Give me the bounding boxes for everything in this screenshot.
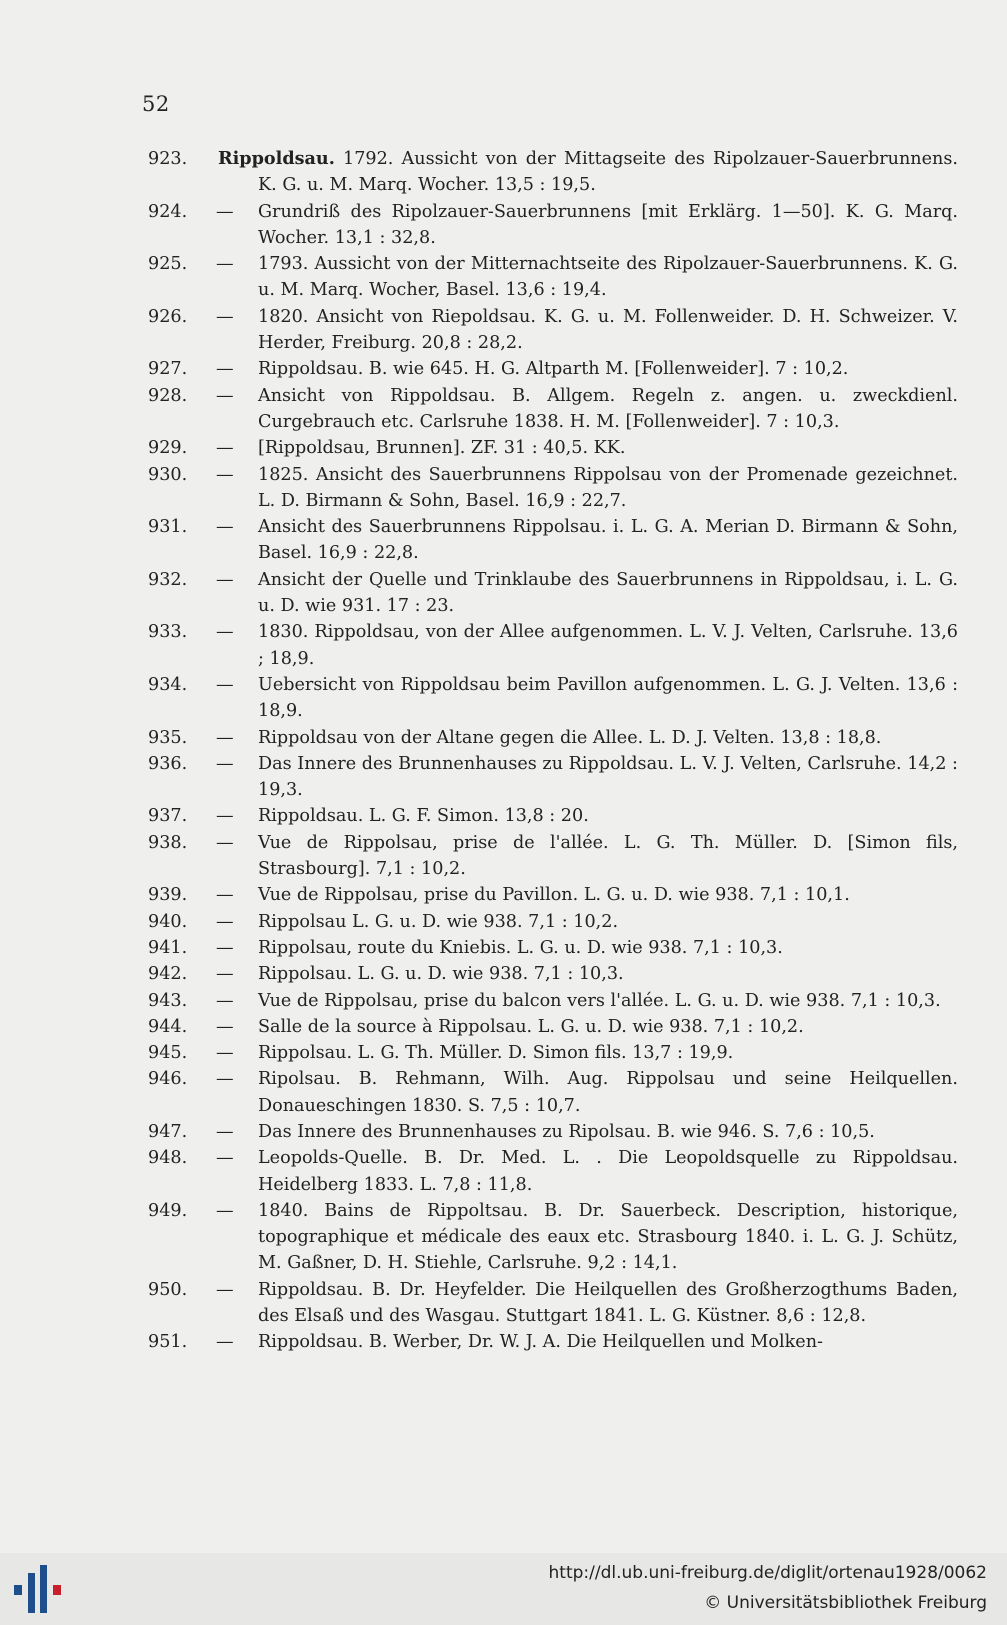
entry-text bbox=[258, 1277, 958, 1330]
entry-number: 929. bbox=[148, 438, 188, 459]
ditto-dash: — bbox=[216, 1279, 234, 1300]
catalog-entry bbox=[0, 146, 1007, 199]
ditto-dash: — bbox=[216, 964, 234, 985]
entry-text bbox=[258, 619, 958, 672]
catalog-entry bbox=[0, 882, 1007, 908]
ditto-dash: — bbox=[216, 306, 234, 327]
catalog-entry bbox=[0, 1145, 1007, 1198]
entry-description: Vue de Rippolsau, prise du balcon vers l'allée. L. G. u. D. wie 938. 7,1 : 10,3. bbox=[258, 990, 941, 1011]
entry-number: 940. bbox=[148, 911, 188, 932]
catalog-entry bbox=[0, 988, 1007, 1014]
entry-text bbox=[258, 304, 958, 357]
ditto-dash: — bbox=[216, 885, 234, 906]
catalog-entry bbox=[0, 725, 1007, 751]
catalog-entry bbox=[0, 1040, 1007, 1066]
entry-description: 1830. Rippoldsau, von der Allee aufgenommen. L. V. J. Velten, Carlsruhe. 13,6 ; 18,9. bbox=[258, 622, 958, 669]
catalog-entry bbox=[0, 1066, 1007, 1119]
catalog-entry bbox=[0, 462, 1007, 515]
ditto-dash: — bbox=[216, 438, 234, 459]
entry-number: 939. bbox=[148, 885, 188, 906]
entry-text bbox=[258, 1014, 958, 1040]
entry-number: 949. bbox=[148, 1200, 188, 1221]
catalog-entry bbox=[0, 1329, 1007, 1355]
entry-text bbox=[258, 1145, 958, 1198]
catalog-entry bbox=[0, 1014, 1007, 1040]
catalog-entry bbox=[0, 909, 1007, 935]
entry-description: Vue de Rippolsau, prise du Pavillon. L. G. u. D. wie 938. 7,1 : 10,1. bbox=[258, 885, 850, 906]
entry-number: 950. bbox=[148, 1279, 188, 1300]
ditto-dash: — bbox=[216, 254, 234, 275]
page-number: 52 bbox=[142, 92, 170, 116]
entry-text bbox=[258, 383, 958, 436]
entry-description: 1840. Bains de Rippoltsau. B. Dr. Sauerbeck. Description, historique, topographique et médicale des eaux etc. Strasbourg 1840. i. L. G. J. Schütz, M. Gaßner, D. H. Stiehle, Carlsruhe. 9,2 : 14,1. bbox=[258, 1200, 958, 1274]
ditto-dash: — bbox=[216, 569, 234, 590]
catalog-entry bbox=[0, 1277, 1007, 1330]
entry-text bbox=[258, 725, 958, 751]
entry-description: Das Innere des Brunnenhauses zu Ripolsau. B. wie 946. S. 7,6 : 10,5. bbox=[258, 1121, 875, 1142]
ditto-dash: — bbox=[216, 832, 234, 853]
entry-description: Ansicht von Rippoldsau. B. Allgem. Regeln z. angen. u. zweckdienl. Curgebrauch etc. Carlsruhe 1838. H. M. [Follenweider]. 7 : 10,3. bbox=[258, 385, 958, 432]
entry-number: 937. bbox=[148, 806, 188, 827]
catalog-entry bbox=[0, 803, 1007, 829]
entry-description: 1793. Aussicht von der Mitternachtseite des Ripolzauer-Sauerbrunnens. K. G. u. M. Marq. Wocher, Basel. 13,6 : 19,4. bbox=[258, 254, 958, 301]
ditto-dash: — bbox=[216, 753, 234, 774]
entry-text bbox=[258, 1066, 958, 1119]
entry-number: 944. bbox=[148, 1016, 188, 1037]
entry-description: Rippolsau. L. G. u. D. wie 938. 7,1 : 10,3. bbox=[258, 964, 624, 985]
entry-description: Rippoldsau. B. wie 645. H. G. Altparth M. [Follenweider]. 7 : 10,2. bbox=[258, 359, 849, 380]
entry-number: 930. bbox=[148, 464, 188, 485]
entry-description: Rippolsau L. G. u. D. wie 938. 7,1 : 10,2. bbox=[258, 911, 619, 932]
entry-number: 928. bbox=[148, 385, 188, 406]
entry-text bbox=[258, 462, 958, 515]
entry-text bbox=[258, 909, 958, 935]
entry-text bbox=[258, 356, 958, 382]
ditto-dash: — bbox=[216, 1332, 234, 1353]
entry-description: Vue de Rippolsau, prise de l'allée. L. G. Th. Müller. D. [Simon fils, Strasbourg]. 7,1 : 10,2. bbox=[258, 832, 958, 880]
entry-description: Rippoldsau. B. Werber, Dr. W. J. A. Die Heilquellen und Molken- bbox=[258, 1332, 823, 1353]
footer bbox=[0, 1553, 1007, 1625]
ditto-dash: — bbox=[216, 1200, 234, 1221]
catalog-entry bbox=[0, 961, 1007, 987]
ditto-dash: — bbox=[216, 937, 234, 958]
entry-text bbox=[258, 514, 958, 567]
entry-number: 924. bbox=[148, 201, 188, 222]
entry-text bbox=[258, 251, 958, 304]
entry-number: 946. bbox=[148, 1069, 188, 1090]
entry-text bbox=[258, 830, 958, 883]
entry-text bbox=[258, 751, 958, 804]
entry-text bbox=[258, 1040, 958, 1066]
entry-description: Rippoldsau. B. Dr. Heyfelder. Die Heilquellen des Großherzogthums Baden, des Elsaß und des Wasgau. Stuttgart 1841. L. G. Küstner. 8,6 : 12,8. bbox=[258, 1279, 958, 1327]
entry-number: 932. bbox=[148, 569, 188, 590]
ditto-dash: — bbox=[216, 806, 234, 827]
entry-description: 1825. Ansicht des Sauerbrunnens Rippolsau von der Promenade gezeichnet. L. D. Birmann & Sohn, Basel. 16,9 : 22,7. bbox=[258, 464, 958, 511]
catalog-entry bbox=[0, 356, 1007, 382]
entry-text bbox=[258, 988, 958, 1014]
entry-number: 925. bbox=[148, 254, 188, 275]
entry-description: Leopolds-Quelle. B. Dr. Med. L. . Die Leopoldsquelle zu Rippoldsau. Heidelberg 1833. L. 7,8 : 11,8. bbox=[258, 1148, 958, 1195]
entry-description: Rippoldsau. L. G. F. Simon. 13,8 : 20. bbox=[258, 806, 589, 827]
catalog-entry bbox=[0, 751, 1007, 804]
entry-description: Rippoldsau von der Altane gegen die Allee. L. D. J. Velten. 13,8 : 18,8. bbox=[258, 727, 882, 748]
entry-description: Rippolsau. L. G. Th. Müller. D. Simon fils. 13,7 : 19,9. bbox=[258, 1043, 734, 1064]
entry-description: Grundriß des Ripolzauer-Sauerbrunnens [mit Erklärg. 1—50]. K. G. Marq. Wocher. 13,1 : 32,8. bbox=[258, 201, 958, 248]
entry-text bbox=[258, 803, 958, 829]
entry-text bbox=[258, 567, 958, 620]
ditto-dash: — bbox=[216, 990, 234, 1011]
entry-number: 926. bbox=[148, 306, 188, 327]
catalog-entry bbox=[0, 304, 1007, 357]
library-logo-icon bbox=[10, 1563, 66, 1619]
ditto-dash: — bbox=[216, 1043, 234, 1064]
ditto-dash: — bbox=[216, 622, 234, 643]
ditto-dash: — bbox=[216, 727, 234, 748]
entry-description: Rippolsau, route du Kniebis. L. G. u. D. wie 938. 7,1 : 10,3. bbox=[258, 937, 783, 958]
catalog-entry bbox=[0, 514, 1007, 567]
entry-description: Ripolsau. B. Rehmann, Wilh. Aug. Rippolsau und seine Heilquellen. Donaueschingen 1830. S. 7,5 : 10,7. bbox=[258, 1069, 958, 1116]
entry-number: 948. bbox=[148, 1148, 188, 1169]
footer-url[interactable]: http://dl.ub.uni-freiburg.de/diglit/ortenau1928/0062 bbox=[548, 1563, 987, 1583]
ditto-dash: — bbox=[216, 1148, 234, 1169]
entry-text bbox=[258, 1329, 958, 1355]
catalog-entry bbox=[0, 935, 1007, 961]
catalog-entry bbox=[0, 672, 1007, 725]
entry-description: [Rippoldsau, Brunnen]. ZF. 31 : 40,5. KK. bbox=[258, 438, 626, 459]
entry-number: 951. bbox=[148, 1332, 188, 1353]
entry-text bbox=[258, 882, 958, 908]
entry-description: Ansicht der Quelle und Trinklaube des Sauerbrunnens in Rippoldsau, i. L. G. u. D. wie 931. 17 : 23. bbox=[258, 569, 958, 617]
entry-text bbox=[258, 435, 958, 461]
entry-text bbox=[258, 199, 958, 252]
entry-description: 1820. Ansicht von Riepoldsau. K. G. u. M. Follenweider. D. H. Schweizer. V. Herder, Freiburg. 20,8 : 28,2. bbox=[258, 306, 958, 354]
ditto-dash: — bbox=[216, 911, 234, 932]
catalog-entry bbox=[0, 1198, 1007, 1277]
catalog-entry bbox=[0, 619, 1007, 672]
entry-number: 935. bbox=[148, 727, 188, 748]
ditto-dash: — bbox=[216, 201, 234, 222]
entry-text bbox=[258, 961, 958, 987]
entry-number: 934. bbox=[148, 674, 188, 695]
entry-text bbox=[258, 1119, 958, 1145]
entry-number: 945. bbox=[148, 1043, 188, 1064]
entry-number: 923. bbox=[148, 149, 188, 169]
ditto-dash: — bbox=[216, 517, 234, 538]
entry-number: 942. bbox=[148, 964, 188, 985]
entry-number: 931. bbox=[148, 517, 188, 538]
catalog-entry bbox=[0, 1119, 1007, 1145]
catalog-entry bbox=[0, 251, 1007, 304]
ditto-dash: — bbox=[216, 1016, 234, 1037]
catalog-entry bbox=[0, 830, 1007, 883]
catalog-entry bbox=[0, 567, 1007, 620]
ditto-dash: — bbox=[216, 464, 234, 485]
ditto-dash: — bbox=[216, 385, 234, 406]
ditto-dash: — bbox=[216, 1069, 234, 1090]
entry-description: Das Innere des Brunnenhauses zu Rippoldsau. L. V. J. Velten, Carlsruhe. 14,2 : 19,3. bbox=[258, 753, 958, 801]
entry-number: 938. bbox=[148, 832, 188, 853]
ditto-dash: — bbox=[216, 359, 234, 380]
entry-text bbox=[258, 935, 958, 961]
entry-description: Uebersicht von Rippoldsau beim Pavillon aufgenommen. L. G. J. Velten. 13,6 : 18,9. bbox=[258, 674, 958, 722]
catalog-entry bbox=[0, 199, 1007, 252]
catalog-entry bbox=[0, 383, 1007, 436]
entry-text bbox=[258, 1198, 958, 1277]
footer-copyright: © Universitätsbibliothek Freiburg bbox=[704, 1593, 987, 1613]
entry-number: 936. bbox=[148, 753, 188, 774]
entry-number: 933. bbox=[148, 622, 188, 643]
catalog-entries bbox=[0, 146, 1007, 1356]
ditto-dash: — bbox=[216, 1121, 234, 1142]
entry-text bbox=[258, 672, 958, 725]
entry-description: Salle de la source à Rippolsau. L. G. u. D. wie 938. 7,1 : 10,2. bbox=[258, 1016, 804, 1037]
entry-number: 941. bbox=[148, 937, 188, 958]
entry-description: Ansicht des Sauerbrunnens Rippolsau. i. L. G. A. Merian D. Birmann & Sohn, Basel. 16,9 : 22,8. bbox=[258, 517, 958, 564]
entry-number: 927. bbox=[148, 359, 188, 380]
catalog-entry bbox=[0, 435, 1007, 461]
entry-text bbox=[218, 146, 958, 199]
entry-place-name: Rippoldsau. bbox=[218, 148, 335, 169]
entry-description: 1792. Aussicht von der Mittagseite des Ripolzauer-Sauerbrunnens. K. G. u. M. Marq. Wocher. 13,5 : 19,5. bbox=[258, 149, 958, 196]
ditto-dash: — bbox=[216, 674, 234, 695]
entry-number: 943. bbox=[148, 990, 188, 1011]
entry-number: 947. bbox=[148, 1121, 188, 1142]
